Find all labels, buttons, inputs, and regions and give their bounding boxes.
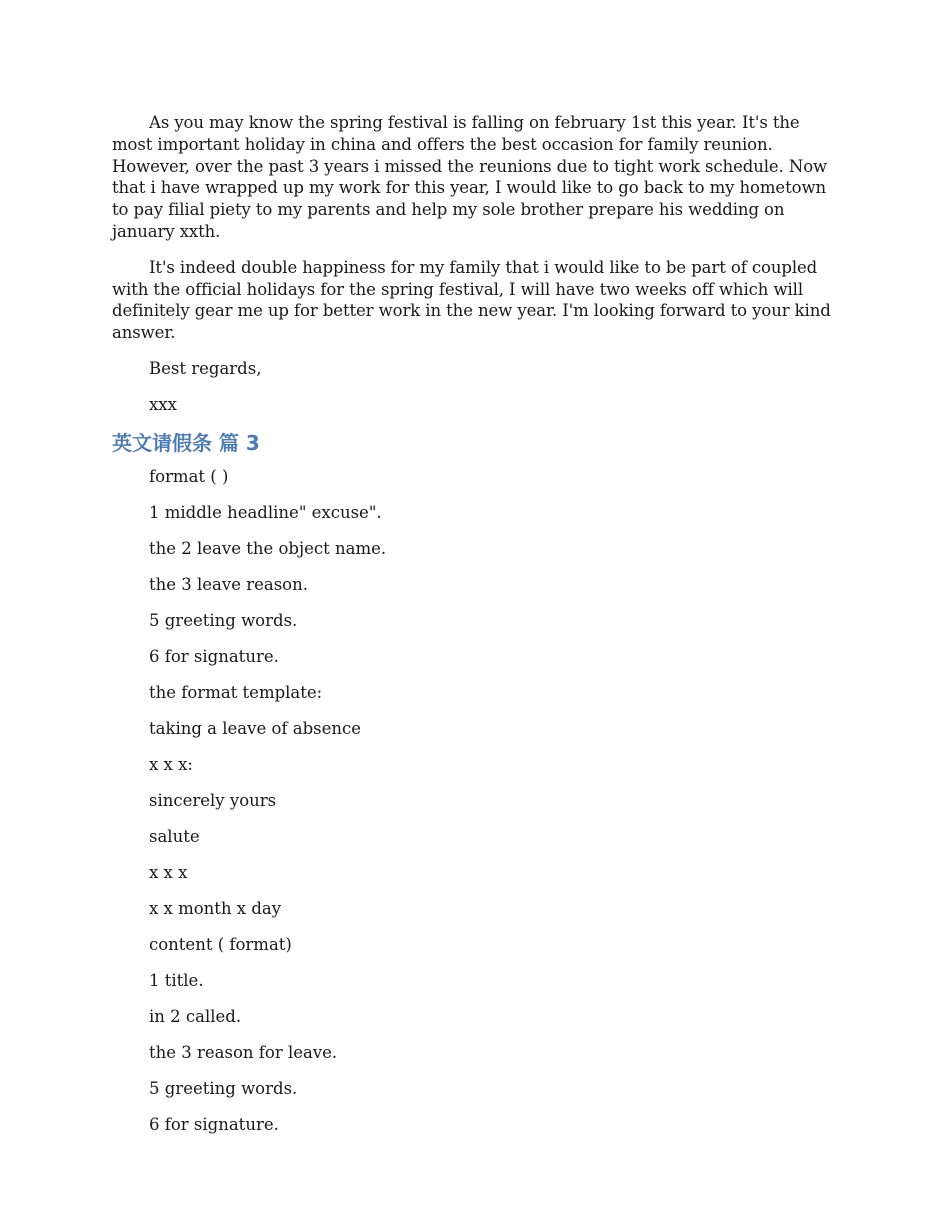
list-item: x x x: [149, 754, 193, 774]
list-item: taking a leave of absence [149, 718, 362, 738]
list-item: sincerely yours [149, 790, 277, 810]
list-item: format ( ) [149, 466, 229, 486]
list-item: 5 greeting words. [149, 610, 298, 630]
list-item: content ( format) [149, 934, 292, 954]
list-item: in 2 called. [149, 1006, 242, 1026]
document-page [112, 112, 840, 1150]
list-item: 5 greeting words. [149, 1078, 298, 1098]
list-item: 1 middle headline" excuse". [149, 502, 382, 522]
letter-paragraph-2: It's indeed double happiness for my family that i would like to be part of coupled with the official holidays for the spring festival, I will have two weeks off which will definitely gear me up for better work in the new year. I'm looking forward to your kind answer. [112, 257, 831, 343]
list-item: x x x [149, 862, 188, 882]
list-item: 6 for signature. [149, 646, 279, 666]
list-item: the 3 reason for leave. [149, 1042, 338, 1062]
letter-signature: xxx [149, 394, 177, 414]
letter-paragraph-1: As you may know the spring festival is falling on february 1st this year. It's the most important holiday in china and offers the best occasion for family reunion. However, over the past 3 years i missed the reunions due to tight work schedule. Now that i have wrapped up my work for this year, I would like to go back to my hometown to pay filial piety to my parents and help my sole brother prepare his wedding on january xxth. [112, 113, 828, 241]
section-heading: 英文请假条 篇 3 [112, 430, 260, 455]
list-item: salute [149, 826, 200, 846]
letter-closing: Best regards, [149, 358, 262, 378]
list-item: the 2 leave the object name. [149, 538, 387, 558]
list-item: 1 title. [149, 970, 204, 990]
list-item: 6 for signature. [149, 1114, 279, 1134]
list-item: the format template: [149, 682, 323, 702]
list-item: the 3 leave reason. [149, 574, 308, 594]
list-item: x x month x day [149, 898, 282, 918]
